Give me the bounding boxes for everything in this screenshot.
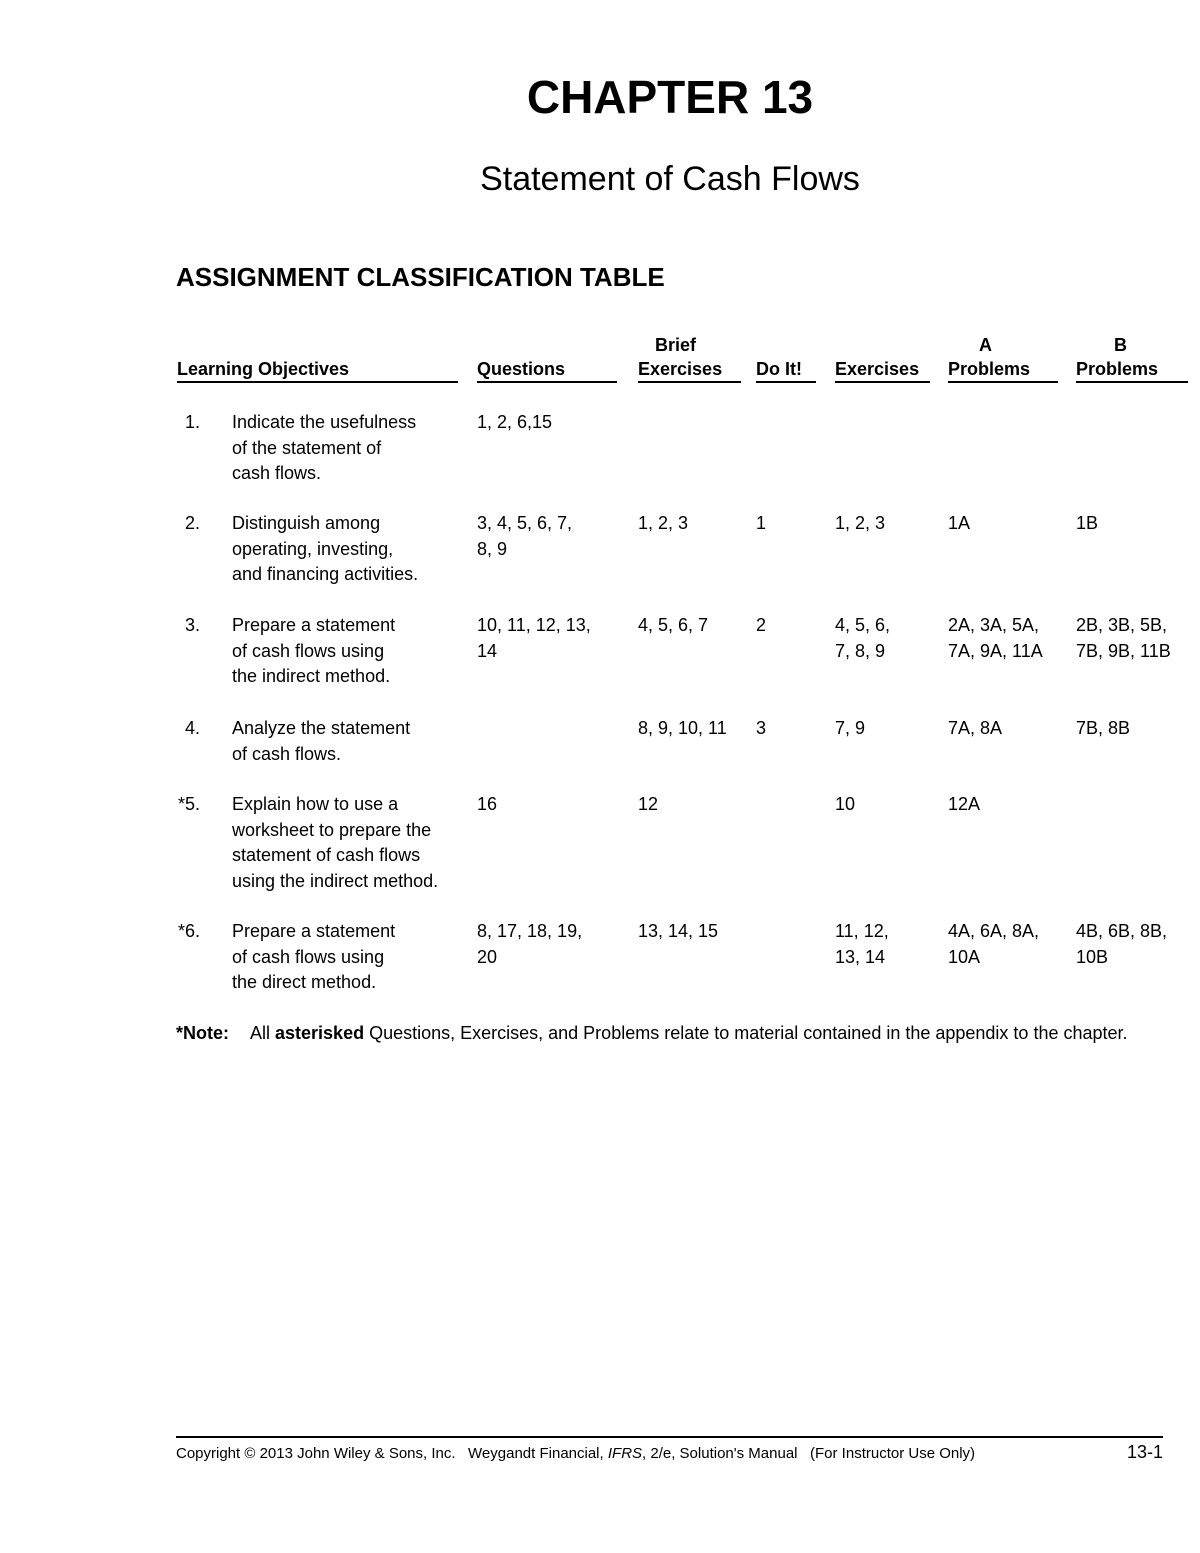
a-problems-cell: 12A — [948, 794, 981, 814]
objective-text: Prepare a statement of cash flows using the indirect method. — [232, 615, 396, 686]
questions-cell: 10, 11, 12, 13, 14 — [477, 615, 591, 661]
questions-cell: 16 — [477, 794, 498, 814]
questions-cell: 1, 2, 6,15 — [477, 412, 553, 432]
objective-number: 3. — [185, 615, 201, 635]
objective-number: 4. — [185, 718, 201, 738]
brief-exercises-cell: 8, 9, 10, 11 — [638, 718, 727, 738]
b-problems-cell: 7B, 8B — [1076, 718, 1131, 738]
objective-text: Distinguish among operating, investing, and financing activities. — [232, 513, 419, 584]
brief-exercises-cell: 1, 2, 3 — [638, 513, 689, 533]
column-header-b-problems: B Problems — [1076, 333, 1188, 383]
exercises-cell: 7, 9 — [835, 718, 866, 738]
b-problems-cell: 4B, 6B, 8B, 10B — [1076, 921, 1168, 967]
objective-text: Prepare a statement of cash flows using the direct method. — [232, 921, 396, 992]
objective-number: *5. — [178, 794, 201, 814]
objective-text: Analyze the statement of cash flows. — [232, 718, 411, 764]
column-header-learning-objectives: Learning Objectives — [177, 333, 458, 383]
do-it-cell: 2 — [756, 615, 767, 635]
objective-text: Indicate the usefulness of the statement of cash flows. — [232, 412, 417, 483]
exercises-cell: 1, 2, 3 — [835, 513, 886, 533]
brief-exercises-cell: 12 — [638, 794, 659, 814]
questions-cell: 8, 17, 18, 19, 20 — [477, 921, 583, 967]
column-header-do-it: Do It! — [756, 333, 816, 383]
objective-text: Explain how to use a worksheet to prepare the statement of cash flows using the indirect method. — [232, 794, 439, 891]
chapter-subtitle: Statement of Cash Flows — [480, 160, 860, 198]
a-problems-cell: 1A — [948, 513, 971, 533]
do-it-cell: 1 — [756, 513, 767, 533]
brief-exercises-cell: 4, 5, 6, 7 — [638, 615, 709, 635]
objective-number: 1. — [185, 412, 201, 432]
exercises-cell: 4, 5, 6, 7, 8, 9 — [835, 615, 891, 661]
column-header-exercises: Exercises — [835, 333, 930, 383]
a-problems-cell: 2A, 3A, 5A, 7A, 9A, 11A — [948, 615, 1043, 661]
brief-exercises-cell: 13, 14, 15 — [638, 921, 719, 941]
column-header-a-problems: A Problems — [948, 333, 1058, 383]
a-problems-cell: 4A, 6A, 8A, 10A — [948, 921, 1040, 967]
column-header-brief-exercises: Brief Exercises — [638, 333, 741, 383]
exercises-cell: 10 — [835, 794, 856, 814]
b-problems-cell: 2B, 3B, 5B, 7B, 9B, 11B — [1076, 615, 1171, 661]
exercises-cell: 11, 12, 13, 14 — [835, 921, 889, 967]
questions-cell: 3, 4, 5, 6, 7, 8, 9 — [477, 513, 573, 559]
section-title: ASSIGNMENT CLASSIFICATION TABLE — [176, 262, 665, 292]
column-header-questions: Questions — [477, 333, 617, 383]
do-it-cell: 3 — [756, 718, 767, 738]
objective-number: 2. — [185, 513, 201, 533]
b-problems-cell: 1B — [1076, 513, 1099, 533]
footer-citation: Copyright © 2013 John Wiley & Sons, Inc. Weygandt Financial, IFRS, 2/e, Solution's Manual (For Instructor Use Only) — [176, 1445, 976, 1462]
page-number: 13-1 — [1126, 1442, 1163, 1462]
footer-rule — [176, 1436, 1163, 1438]
objective-number: *6. — [178, 921, 201, 941]
note-label: *Note: — [176, 1023, 229, 1043]
note-text: All asterisked Questions, Exercises, and Problems relate to material contained in the appendix to the chapter. — [250, 1023, 1128, 1043]
chapter-heading: CHAPTER 13 — [526, 71, 814, 123]
a-problems-cell: 7A, 8A — [948, 718, 1003, 738]
